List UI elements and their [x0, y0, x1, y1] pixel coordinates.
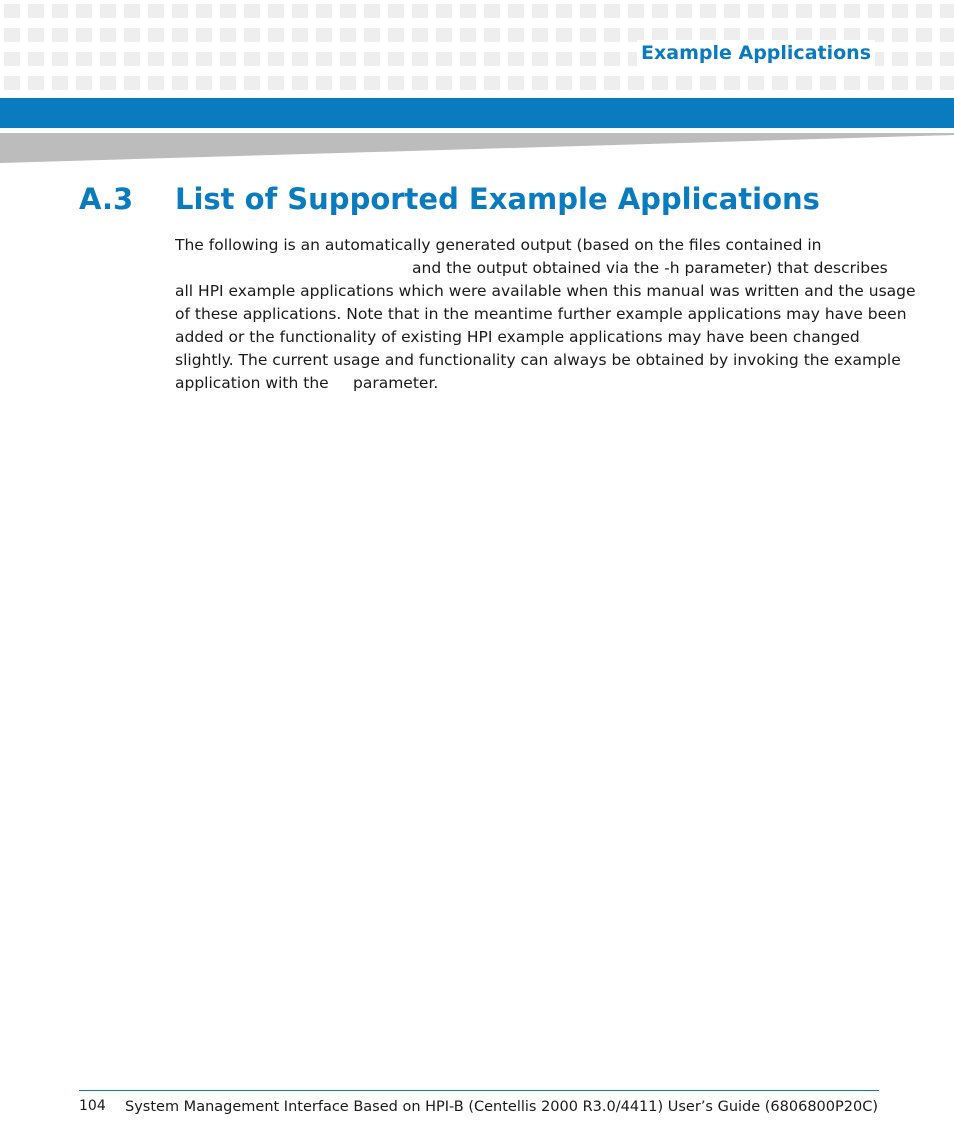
- body-line-2: and the output obtained via the -h parameter) that describes: [412, 259, 888, 277]
- header-blue-bar: [0, 98, 954, 128]
- body-line-1: The following is an automatically generated output (based on the files contained in: [175, 236, 822, 254]
- body-line-6: slightly. The current usage and functionality can always be obtained by invoking the example: [175, 351, 901, 369]
- page-number: 104: [79, 1098, 106, 1114]
- section-number: A.3: [79, 182, 134, 216]
- body-line-7a: application with the: [175, 374, 329, 392]
- body-line-4: of these applications. Note that in the meantime further example applications may have been: [175, 305, 907, 323]
- running-header-title: Example Applications: [637, 40, 875, 66]
- body-line-3: all HPI example applications which were available when this manual was written and the usage: [175, 282, 916, 300]
- section-title: List of Supported Example Applications: [175, 182, 820, 216]
- footer-document-title: System Management Interface Based on HPI-B (Centellis 2000 R3.0/4411) User’s Guide (6806800P20C): [125, 1099, 878, 1115]
- body-line-7b: parameter.: [353, 374, 439, 392]
- body-line-5: added or the functionality of existing HPI example applications may have been changed: [175, 328, 860, 346]
- footer-rule: [79, 1090, 879, 1091]
- header-gray-wedge: [0, 128, 954, 164]
